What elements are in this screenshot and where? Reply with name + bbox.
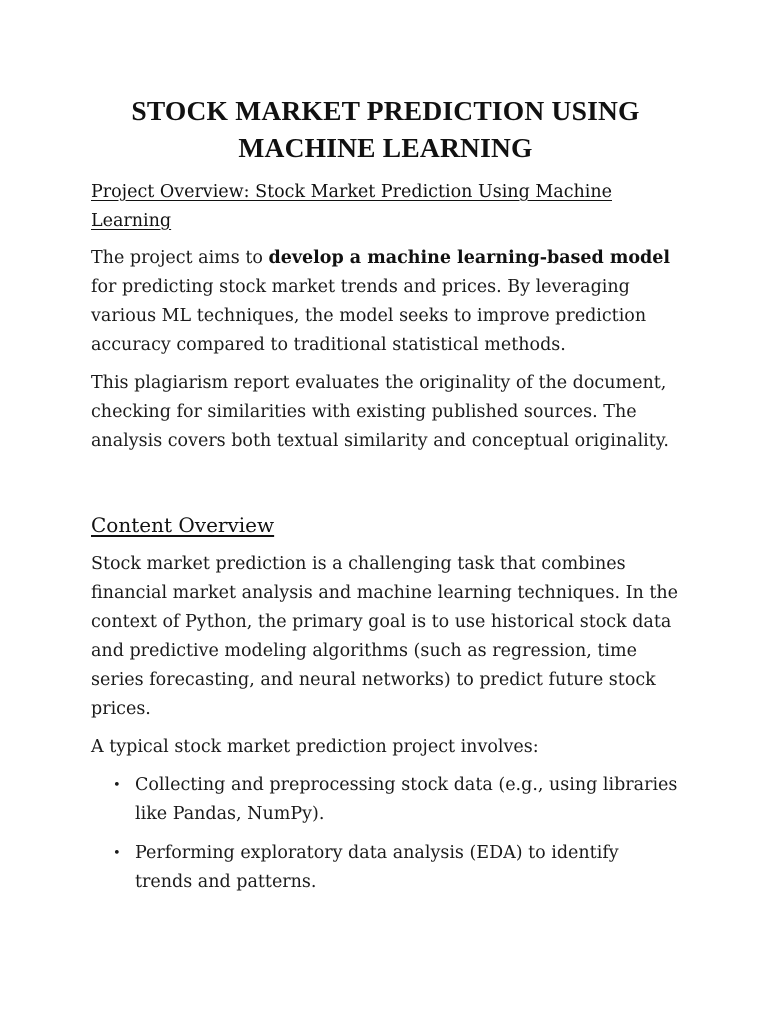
list-item xyxy=(91,839,680,897)
paragraph-1-trailing-text: for predicting stock market trends and prices. By leveraging various ML techniques, the model seeks to improve prediction accuracy compared to traditional statistical methods. xyxy=(91,277,647,355)
content-overview-heading: Content Overview xyxy=(91,513,275,537)
content-overview-paragraph: Stock market prediction is a challenging task that combines financial market analysis and machine learning techniques. In the context of Python, the primary goal is to use historical stock data and predictive modeling algorithms (such as regression, time series forecasting, and neural networks) to predict future stock prices. xyxy=(91,554,679,719)
bullet-icon: • xyxy=(113,846,121,861)
project-steps-list xyxy=(91,771,680,897)
list-item-text: Performing exploratory data analysis (EDA) to identify trends and patterns. xyxy=(135,843,619,892)
paragraph-1-lead-text: The project aims to xyxy=(91,248,269,268)
bullet-icon: • xyxy=(113,778,121,793)
project-overview-heading: Project Overview: Stock Market Prediction Using Machine Learning xyxy=(91,182,612,231)
project-overview-paragraph-1 xyxy=(91,244,680,360)
list-item xyxy=(91,771,680,829)
document-title: STOCK MARKET PREDICTION USING MACHINE LEARNING xyxy=(131,95,640,163)
project-involves-intro: A typical stock market prediction project involves: xyxy=(91,737,539,757)
list-item-text: Collecting and preprocessing stock data (e.g., using libraries like Pandas, NumPy). xyxy=(135,775,678,824)
paragraph-1-bold-text: develop a machine learning-based model xyxy=(268,248,671,268)
project-overview-paragraph-2: This plagiarism report evaluates the originality of the document, checking for similarities with existing published sources. The analysis covers both textual similarity and conceptual originality. xyxy=(91,373,669,451)
